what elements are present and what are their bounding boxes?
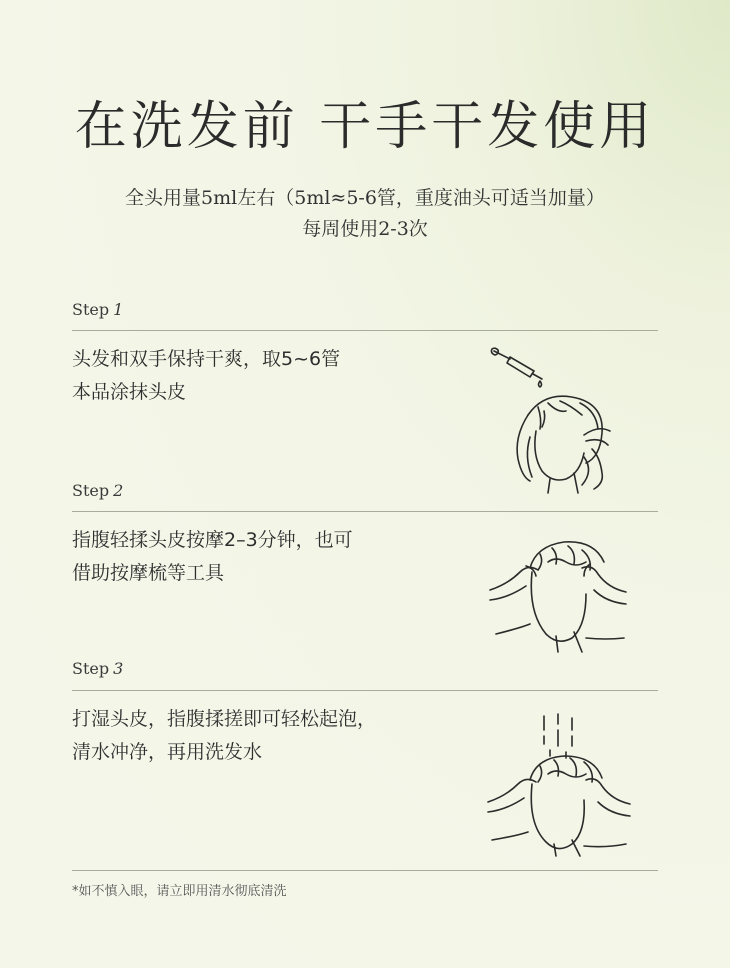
step-3-line-2: 清水冲净，再用洗发水 (72, 741, 263, 763)
step-1-instructions (72, 343, 432, 409)
hands-massaging-scalp-icon (486, 538, 632, 658)
step-1-line-2: 本品涂抹头皮 (72, 381, 187, 403)
page-title: 在洗发前 干手干发使用 (74, 97, 656, 157)
step-3-line-1: 打湿头皮，指腹揉搓即可轻松起泡， (72, 708, 377, 730)
step-number: 3 (113, 659, 124, 678)
step-word: Step (72, 481, 110, 500)
step-2-line-2: 借助按摩梳等工具 (72, 562, 225, 584)
step-number: 2 (113, 481, 124, 500)
rinsing-hair-with-water-icon (484, 712, 634, 858)
step-3-instructions (72, 703, 432, 769)
step-1-divider (72, 330, 658, 331)
step-number: 1 (113, 300, 124, 319)
step-3-label (72, 659, 123, 678)
step-2-divider (72, 511, 658, 512)
step-2-label (72, 481, 123, 500)
step-word: Step (72, 300, 110, 319)
usage-frequency-text: 每周使用2-3次 (302, 218, 428, 240)
step-2-instructions (72, 524, 432, 590)
step-3-divider (72, 690, 658, 691)
footer-divider (72, 870, 658, 871)
dropper-on-scalp-icon (488, 345, 618, 495)
safety-footnote: *如不慎入眼，请立即用清水彻底清洗 (72, 884, 287, 899)
step-1-line-1: 头发和双手保持干爽，取5~6管 (72, 348, 341, 370)
step-word: Step (72, 659, 110, 678)
usage-amount-text: 全头用量5ml左右（5ml≈5-6管，重度油头可适当加量） (125, 187, 605, 209)
step-2-line-1: 指腹轻揉头皮按摩2–3分钟，也可 (72, 529, 353, 551)
step-1-label (72, 300, 123, 319)
